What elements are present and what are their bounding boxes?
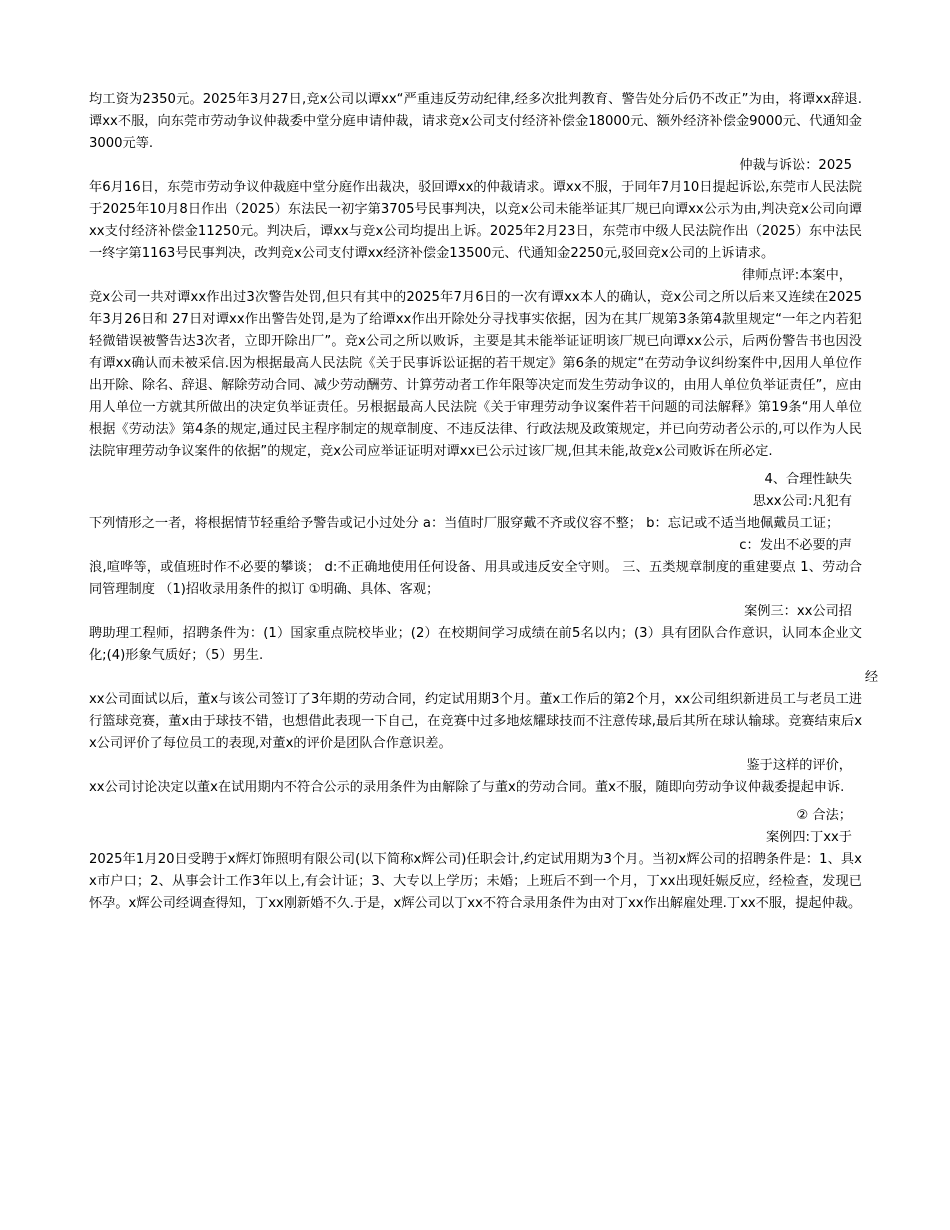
paragraph-case-four: 2025年1月20日受聘于x辉灯饰照明有限公司(以下简称x辉公司)任职会计,约定试用期为3个月。当初x辉公司的招聘条件是：1、具xx市户口；2、从事会计工作3年以上,有会计证；3、大专以上学历；未婚；上班后不到一个月，丁xx出现妊娠反应，经检查，发现已怀孕。x辉公司经调查得知，丁xx刚新婚不久.于是，x辉公司以丁xx不符合录用条件为由对丁xx作出解雇处理.丁xx不服，提起仲裁。 [89, 852, 862, 911]
document-body [89, 89, 878, 915]
paragraph-rule-c: 浪,喧哗等，或值班时作不必要的攀谈； d:不正确地使用任何设备、用具或违反安全守则。 三、五类规章制度的重建要点 1、劳动合同管理制度 （1)招收录用条件的拟订 ①明确、具体、客观； [89, 560, 862, 597]
paragraph-arbitration-litigation: 年6月16日，东莞市劳动争议仲裁庭中堂分庭作出裁决，驳回谭xx的仲裁请求。谭xx不服，于同年7月10日提起诉讼,东莞市人民法院于2025年10月8日作出（2025）东法民一初字第3705号民事判决，以竞x公司未能举证其厂规已向谭xx公示为由,判决竞x公司向谭xx支付经济补偿金11250元。判决后，谭xx与竞x公司均提出上诉。2025年2月23日，东莞市中级人民法院作出（2025）东中法民一终字第1163号民事判决，改判竞x公司支付谭xx经济补偿金13500元、代通知金2250元,驳回竞x公司的上诉请求。 [89, 180, 862, 261]
heading-legal: ② 合法； [796, 808, 852, 823]
continuation-char: 经 [864, 670, 878, 685]
heading-case-three: 案例三：xx公司招 [744, 604, 852, 619]
paragraph-lawyer-comment: 竞x公司一共对谭xx作出过3次警告处罚,但只有其中的2025年7月6日的一次有谭xx本人的确认，竞x公司之所以后来又连续在2025年3月26日和 27日对谭xx作出警告处罚,是为了给谭xx作出开除处分寻找事实依据，因为在其厂规第3条第4款里规定“一年之内若犯轻微错误被警告达3次者，立即开除出厂”。竞x公司之所以败诉，主要是其未能举证证明该厂规已向谭xx公示，后两份警告书也因没有谭xx确认而未被采信.因为根据最高人民法院《关于民事诉讼证据的若干规定》第6条的规定“在劳动争议纠纷案件中,因用人单位作出开除、除名、辞退、解除劳动合同、减少劳动酬劳、计算劳动者工作年限等决定而发生劳动争议的，由用人单位负举证责任”，应由用人单位一方就其所做出的决定负举证责任。另根据最高人民法院《关于审理劳动争议案件若干问题的司法解释》第19条“用人单位根据《劳动法》第4条的规定,通过民主程序制定的规章制度、不违反法律、行政法规及政策规定，并已向劳动者公示的,可以作为人民法院审理劳动争议案件的依据”的规定，竞x公司应举证证明对谭xx已公示过该厂规,但其未能,故竞x公司败诉在所必定. [89, 290, 862, 459]
heading-rule-c: c：发出不必要的声 [739, 538, 852, 553]
heading-arbitration-litigation: 仲裁与诉讼：2025 [739, 158, 852, 173]
paragraph-case-background: 均工资为2350元。2025年3月27日,竞x公司以谭xx“严重违反劳动纪律,经多次批判教育、警告处分后仍不改正”为由，将谭xx辞退.谭xx不服，向东莞市劳动争议仲裁委中堂分庭申请仲裁，请求竞x公司支付经济补偿金18000元、额外经济补偿金9000元、代通知金3000元等. [89, 92, 862, 151]
paragraph-evaluation: xx公司讨论决定以董x在试用期内不符合公示的录用条件为由解除了与董x的劳动合同。董x不服，随即向劳动争议仲裁委提起申诉. [89, 780, 845, 795]
heading-lawyer-comment: 律师点评:本案中， [742, 268, 852, 283]
heading-case-four: 案例四:丁xx于 [766, 830, 852, 845]
paragraph-case-three-detail: xx公司面试以后，董x与该公司签订了3年期的劳动合同，约定试用期3个月。董x工作后的第2个月，xx公司组织新进员工与老员工进行篮球竞赛，董x由于球技不错，也想借此表现一下自己，在竞赛中过多地炫耀球技而不注意传球,最后其所在球认输球。竞赛结束后xx公司评价了每位员工的表现,对董x的评价是团队合作意识差。 [89, 692, 862, 751]
paragraph-case-three: 聘助理工程师，招聘条件为：(1）国家重点院校毕业；(2）在校期间学习成绩在前5名以内；(3）具有团队合作意识，认同本企业文化;(4)形象气质好；（5）男生. [89, 626, 862, 663]
heading-evaluation: 鉴于这样的评价， [746, 758, 852, 773]
line-continuation [89, 667, 878, 689]
paragraph-company-rule: 下列情形之一者，将根据情节轻重给予警告或记小过处分 a：当值时厂服穿戴不齐或仪容不整； b：忘记或不适当地佩戴员工证； [89, 516, 840, 531]
heading-reasonableness: 4、合理性缺失 [764, 472, 852, 487]
heading-company-rule: 思xx公司:凡犯有 [752, 494, 852, 509]
